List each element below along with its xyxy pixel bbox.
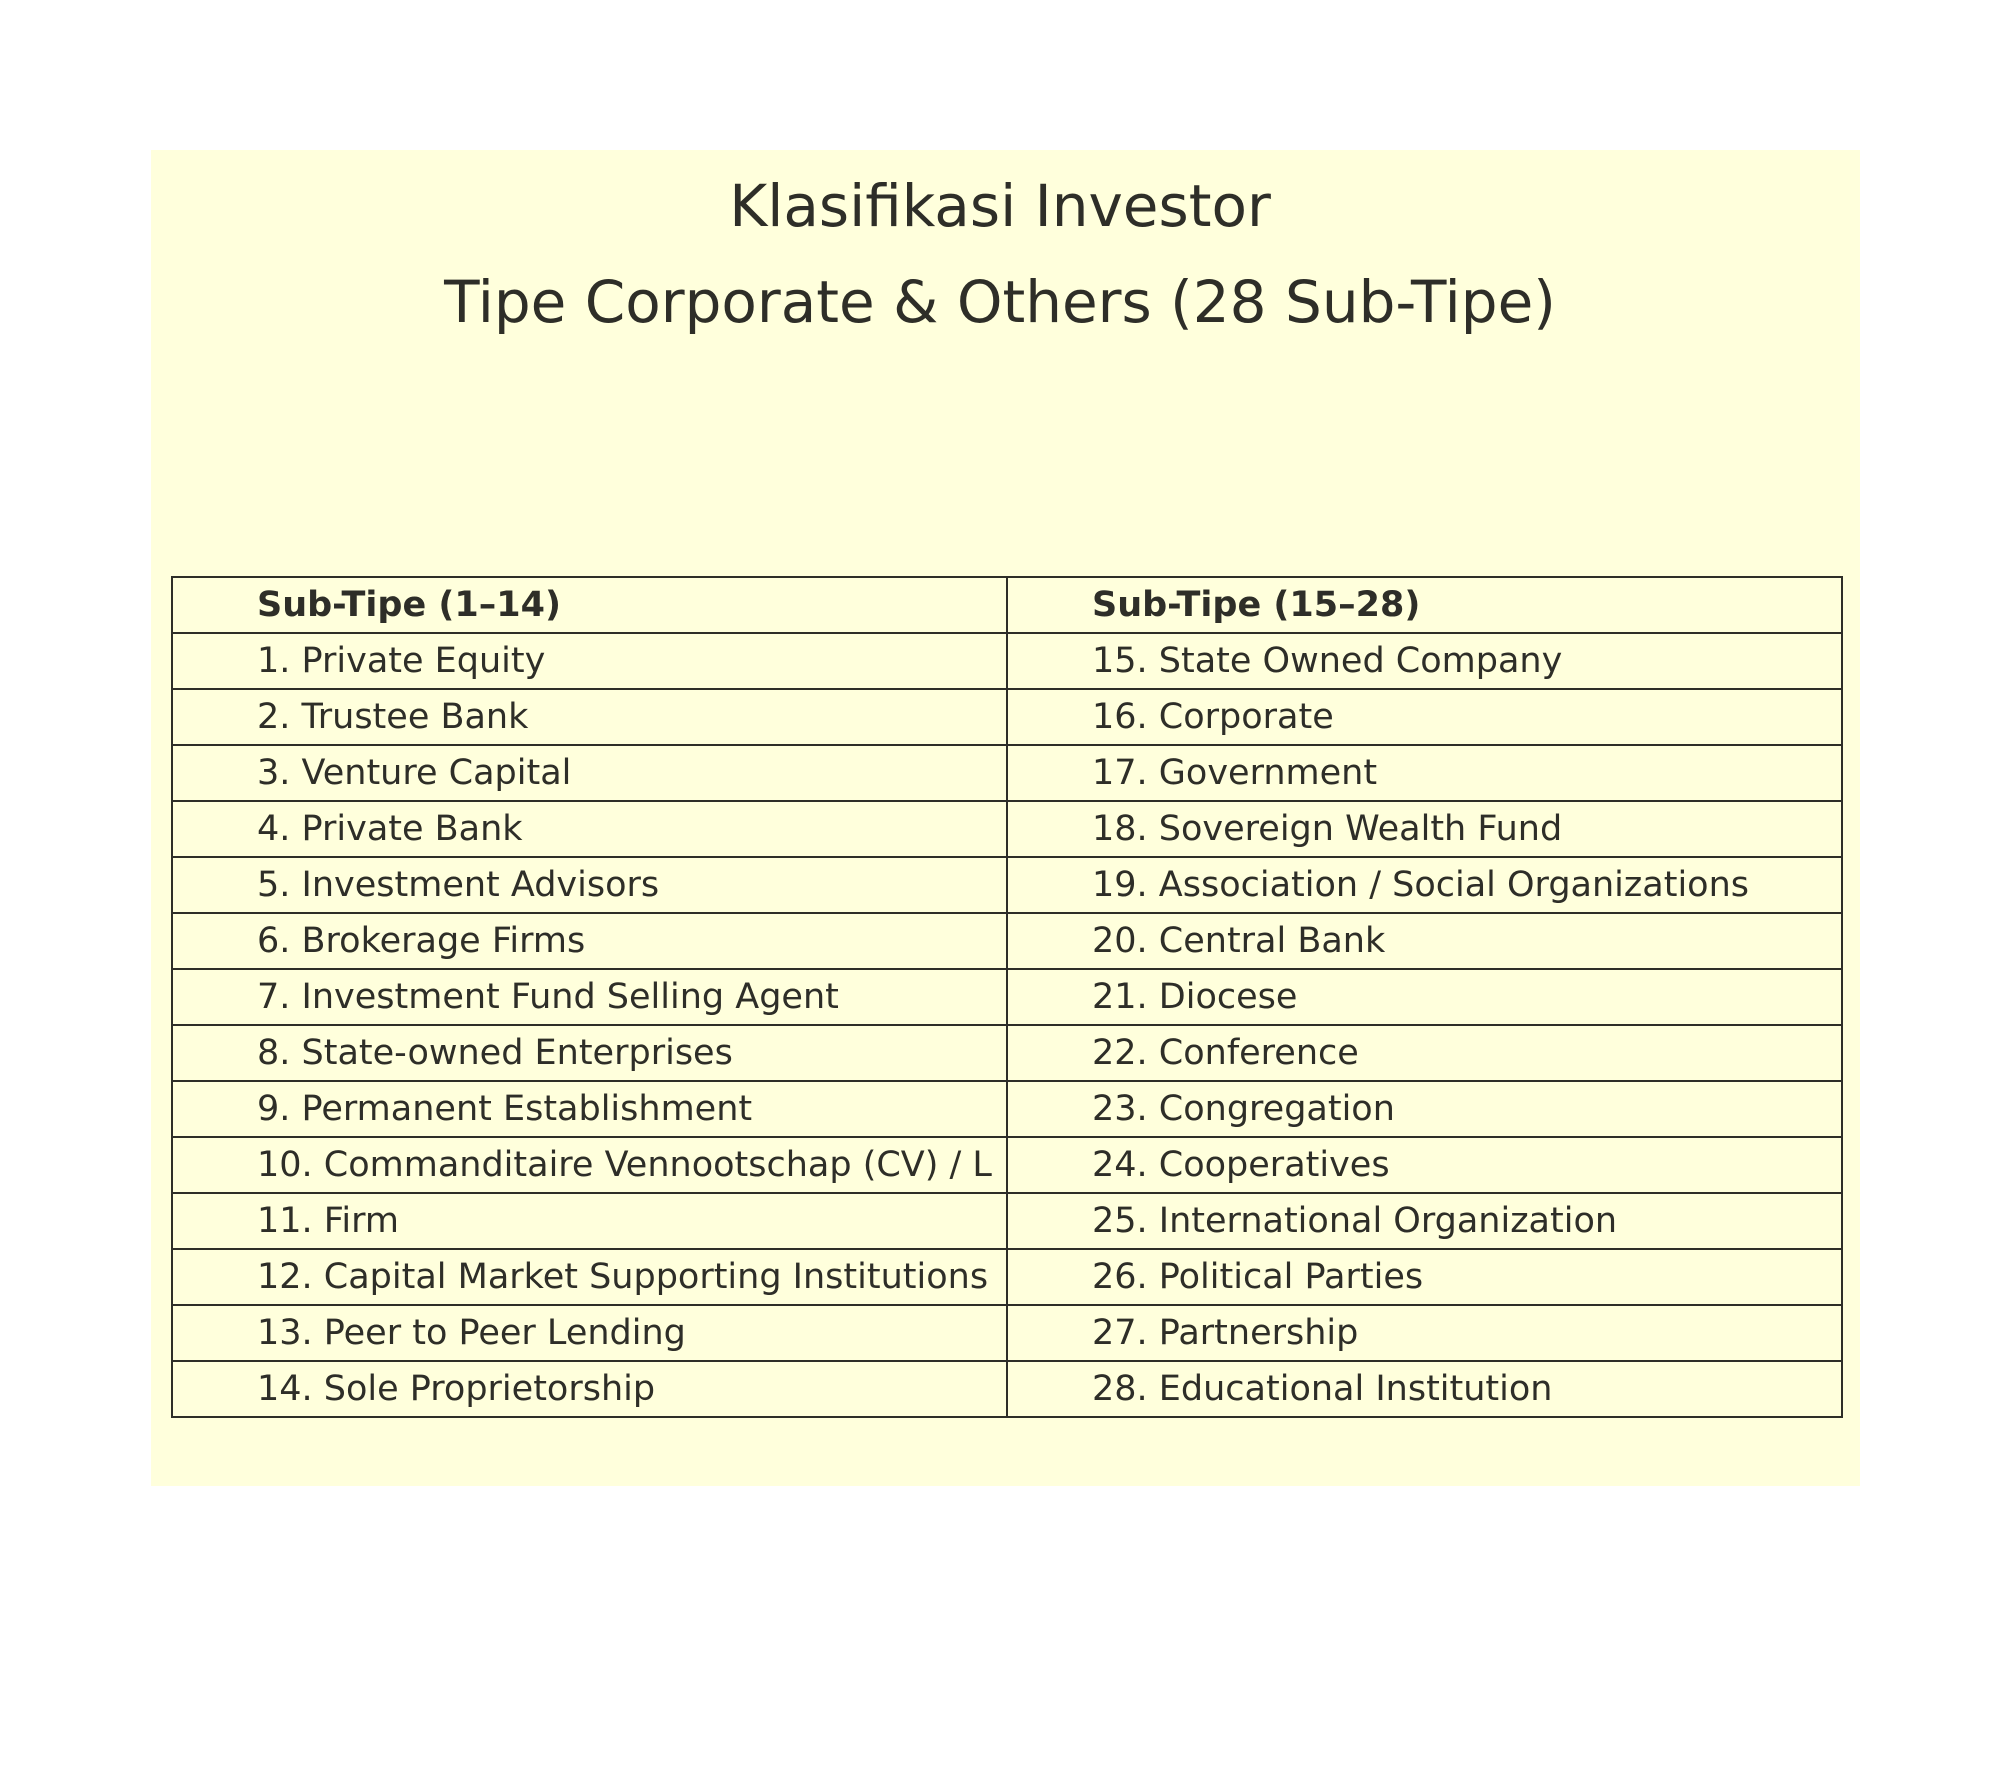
table-cell-left: 1. Private Equity xyxy=(172,633,1007,689)
table-cell-right: 26. Political Parties xyxy=(1007,1249,1842,1305)
table-row xyxy=(172,1361,1842,1417)
table-row xyxy=(172,1193,1842,1249)
table-row xyxy=(172,1305,1842,1361)
table-row xyxy=(172,689,1842,745)
table-cell-left: 6. Brokerage Firms xyxy=(172,913,1007,969)
table-cell-right: 21. Diocese xyxy=(1007,969,1842,1025)
table-cell-left: 12. Capital Market Supporting Institutions xyxy=(172,1249,1007,1305)
table-cell-left: 2. Trustee Bank xyxy=(172,689,1007,745)
title-line-2: Tipe Corporate & Others (28 Sub-Tipe) xyxy=(444,268,1556,336)
header-cell-left: Sub-Tipe (1–14) xyxy=(172,577,1007,633)
table-row xyxy=(172,969,1842,1025)
table-row xyxy=(172,857,1842,913)
table-cell-right: 23. Congregation xyxy=(1007,1081,1842,1137)
table-row xyxy=(172,633,1842,689)
sub-type-table xyxy=(171,576,1843,1418)
title-line-1: Klasifikasi Investor xyxy=(729,172,1271,240)
table-cell-right: 19. Association / Social Organizations xyxy=(1007,857,1842,913)
table-cell-right: 22. Conference xyxy=(1007,1025,1842,1081)
table-cell-right: 27. Partnership xyxy=(1007,1305,1842,1361)
header-cell-right: Sub-Tipe (15–28) xyxy=(1007,577,1842,633)
table-cell-left: 9. Permanent Establishment xyxy=(172,1081,1007,1137)
table-cell-right: 24. Cooperatives xyxy=(1007,1137,1842,1193)
table-cell-left: 3. Venture Capital xyxy=(172,745,1007,801)
table-header-row xyxy=(172,577,1842,633)
table-cell-left: 8. State-owned Enterprises xyxy=(172,1025,1007,1081)
table-cell-right: 15. State Owned Company xyxy=(1007,633,1842,689)
table-cell-right: 16. Corporate xyxy=(1007,689,1842,745)
table-cell-left: 5. Investment Advisors xyxy=(172,857,1007,913)
table-cell-right: 20. Central Bank xyxy=(1007,913,1842,969)
table-cell-left: 14. Sole Proprietorship xyxy=(172,1361,1007,1417)
table-cell-left: 10. Commanditaire Vennootschap (CV) / L xyxy=(172,1137,1007,1193)
table-row xyxy=(172,801,1842,857)
table-cell-left: 13. Peer to Peer Lending xyxy=(172,1305,1007,1361)
table-cell-left: 4. Private Bank xyxy=(172,801,1007,857)
table-cell-left: 11. Firm xyxy=(172,1193,1007,1249)
diagram-title xyxy=(0,158,2000,350)
table-row xyxy=(172,1081,1842,1137)
table-cell-left: 7. Investment Fund Selling Agent xyxy=(172,969,1007,1025)
table-row xyxy=(172,1249,1842,1305)
table-row xyxy=(172,913,1842,969)
table-row xyxy=(172,1137,1842,1193)
table-cell-right: 28. Educational Institution xyxy=(1007,1361,1842,1417)
table-cell-right: 18. Sovereign Wealth Fund xyxy=(1007,801,1842,857)
table-row xyxy=(172,745,1842,801)
table-cell-right: 25. International Organization xyxy=(1007,1193,1842,1249)
table-cell-right: 17. Government xyxy=(1007,745,1842,801)
table-row xyxy=(172,1025,1842,1081)
